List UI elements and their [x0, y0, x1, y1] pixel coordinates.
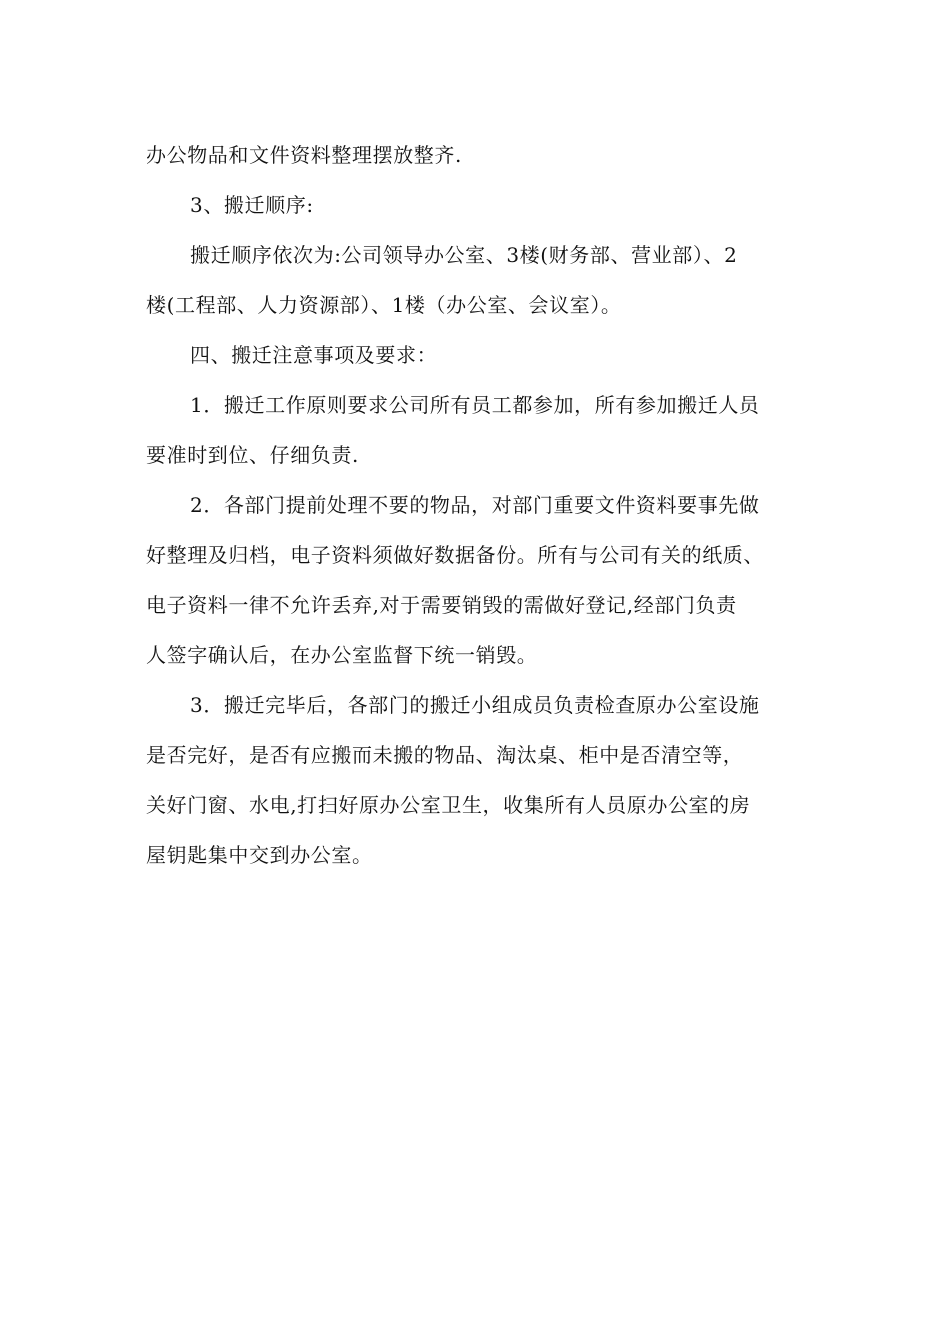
paragraph-line: 要准时到位、仔细负责. [146, 443, 359, 467]
paragraph-line: 是否完好，是否有应搬而未搬的物品、淘汰桌、柜中是否清空等， [146, 743, 744, 767]
paragraph-line: 搬迁顺序依次为:公司领导办公室、3楼(财务部、营业部）、2 [190, 243, 738, 267]
paragraph-line: 2．各部门提前处理不要的物品，对部门重要文件资料要事先做 [190, 493, 760, 517]
section-heading: 3、搬迁顺序: [190, 193, 314, 217]
paragraph-line: 好整理及归档，电子资料须做好数据备份。所有与公司有关的纸质、 [146, 543, 764, 567]
paragraph-line: 楼(工程部、人力资源部）、1楼（办公室、会议室）。 [146, 293, 622, 317]
paragraph-line: 屋钥匙集中交到办公室。 [146, 843, 373, 867]
section-heading: 四、搬迁注意事项及要求： [190, 343, 438, 367]
document-body [146, 130, 836, 880]
paragraph-line: 人签字确认后，在办公室监督下统一销毁。 [146, 643, 538, 667]
paragraph-line: 1．搬迁工作原则要求公司所有员工都参加，所有参加搬迁人员 [190, 393, 760, 417]
paragraph-line: 办公物品和文件资料整理摆放整齐. [146, 143, 462, 167]
paragraph-line: 关好门窗、水电,打扫好原办公室卫生，收集所有人员原办公室的房 [146, 793, 751, 817]
paragraph-line: 3．搬迁完毕后，各部门的搬迁小组成员负责检查原办公室设施 [190, 693, 760, 717]
paragraph-line: 电子资料一律不允许丢弃,对于需要销毁的需做好登记,经部门负责 [146, 593, 737, 617]
